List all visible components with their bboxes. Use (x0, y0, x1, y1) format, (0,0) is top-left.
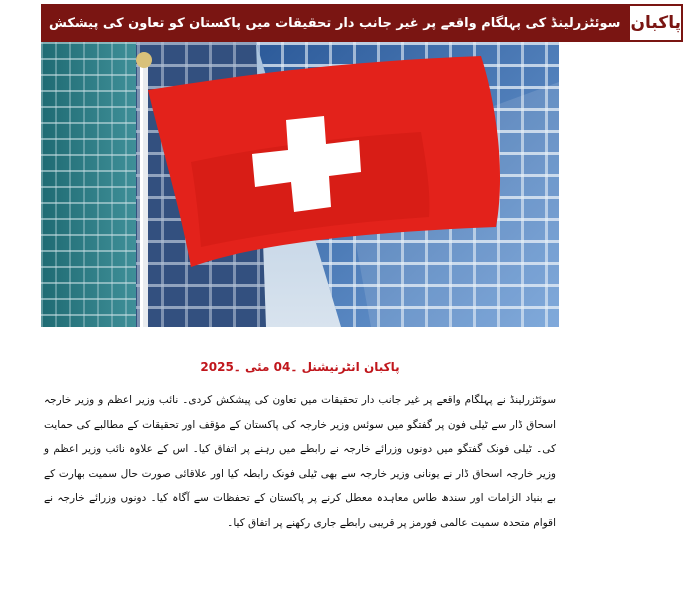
brand-logo-text: پاکبان (630, 13, 681, 33)
swiss-flag-photo (41, 42, 559, 327)
brand-logo (628, 4, 683, 42)
article-header (41, 4, 681, 42)
article-dateline: پاکبان انٹرنیشنل ۔04 مئی ۔2025 (200, 360, 400, 374)
article-body (44, 388, 556, 535)
article-paragraph: سوئٹزرلینڈ نے پہلگام واقعے پر غیر جانب دار تحقیقات میں تعاون کی پیشکش کردی۔ نائب وزیر اعظم و وزیر خارجہ اسحاق ڈار سے ٹیلی فون پر گفتگو میں سوئس وزیر خارجہ کی پاکستان کے مؤقف اور تحقیقات کے مطالبے کی حمایت کی۔ ٹیلی فونک گفتگو میں دونوں وزرائے خارجہ نے رابطے میں رہنے پر اتفاق کیا۔ اس کے علاوہ نائب وزیر اعظم و وزیر خارجہ اسحاق ڈار نے یونانی وزیر خارجہ سے بھی ٹیلی فونک رابطہ کیا اور علاقائی صورت حال سمیت بھارت کے بے بنیاد الزامات اور سندھ طاس معاہدہ معطل کرنے پر پاکستان کے تحفظات سے آگاہ کیا۔ دونوں وزرائے خارجہ نے اقوام متحدہ سمیت عالمی فورمز پر قریبی رابطے جاری رکھنے پر اتفاق کیا۔ (44, 394, 556, 529)
headline-text: سوئٹزرلینڈ کی پہلگام واقعے پر غیر جانب دار تحقیقات میں پاکستان کو تعاون کی پیشکش (49, 15, 621, 31)
headline-bar (41, 4, 628, 42)
article-photo (41, 42, 559, 327)
